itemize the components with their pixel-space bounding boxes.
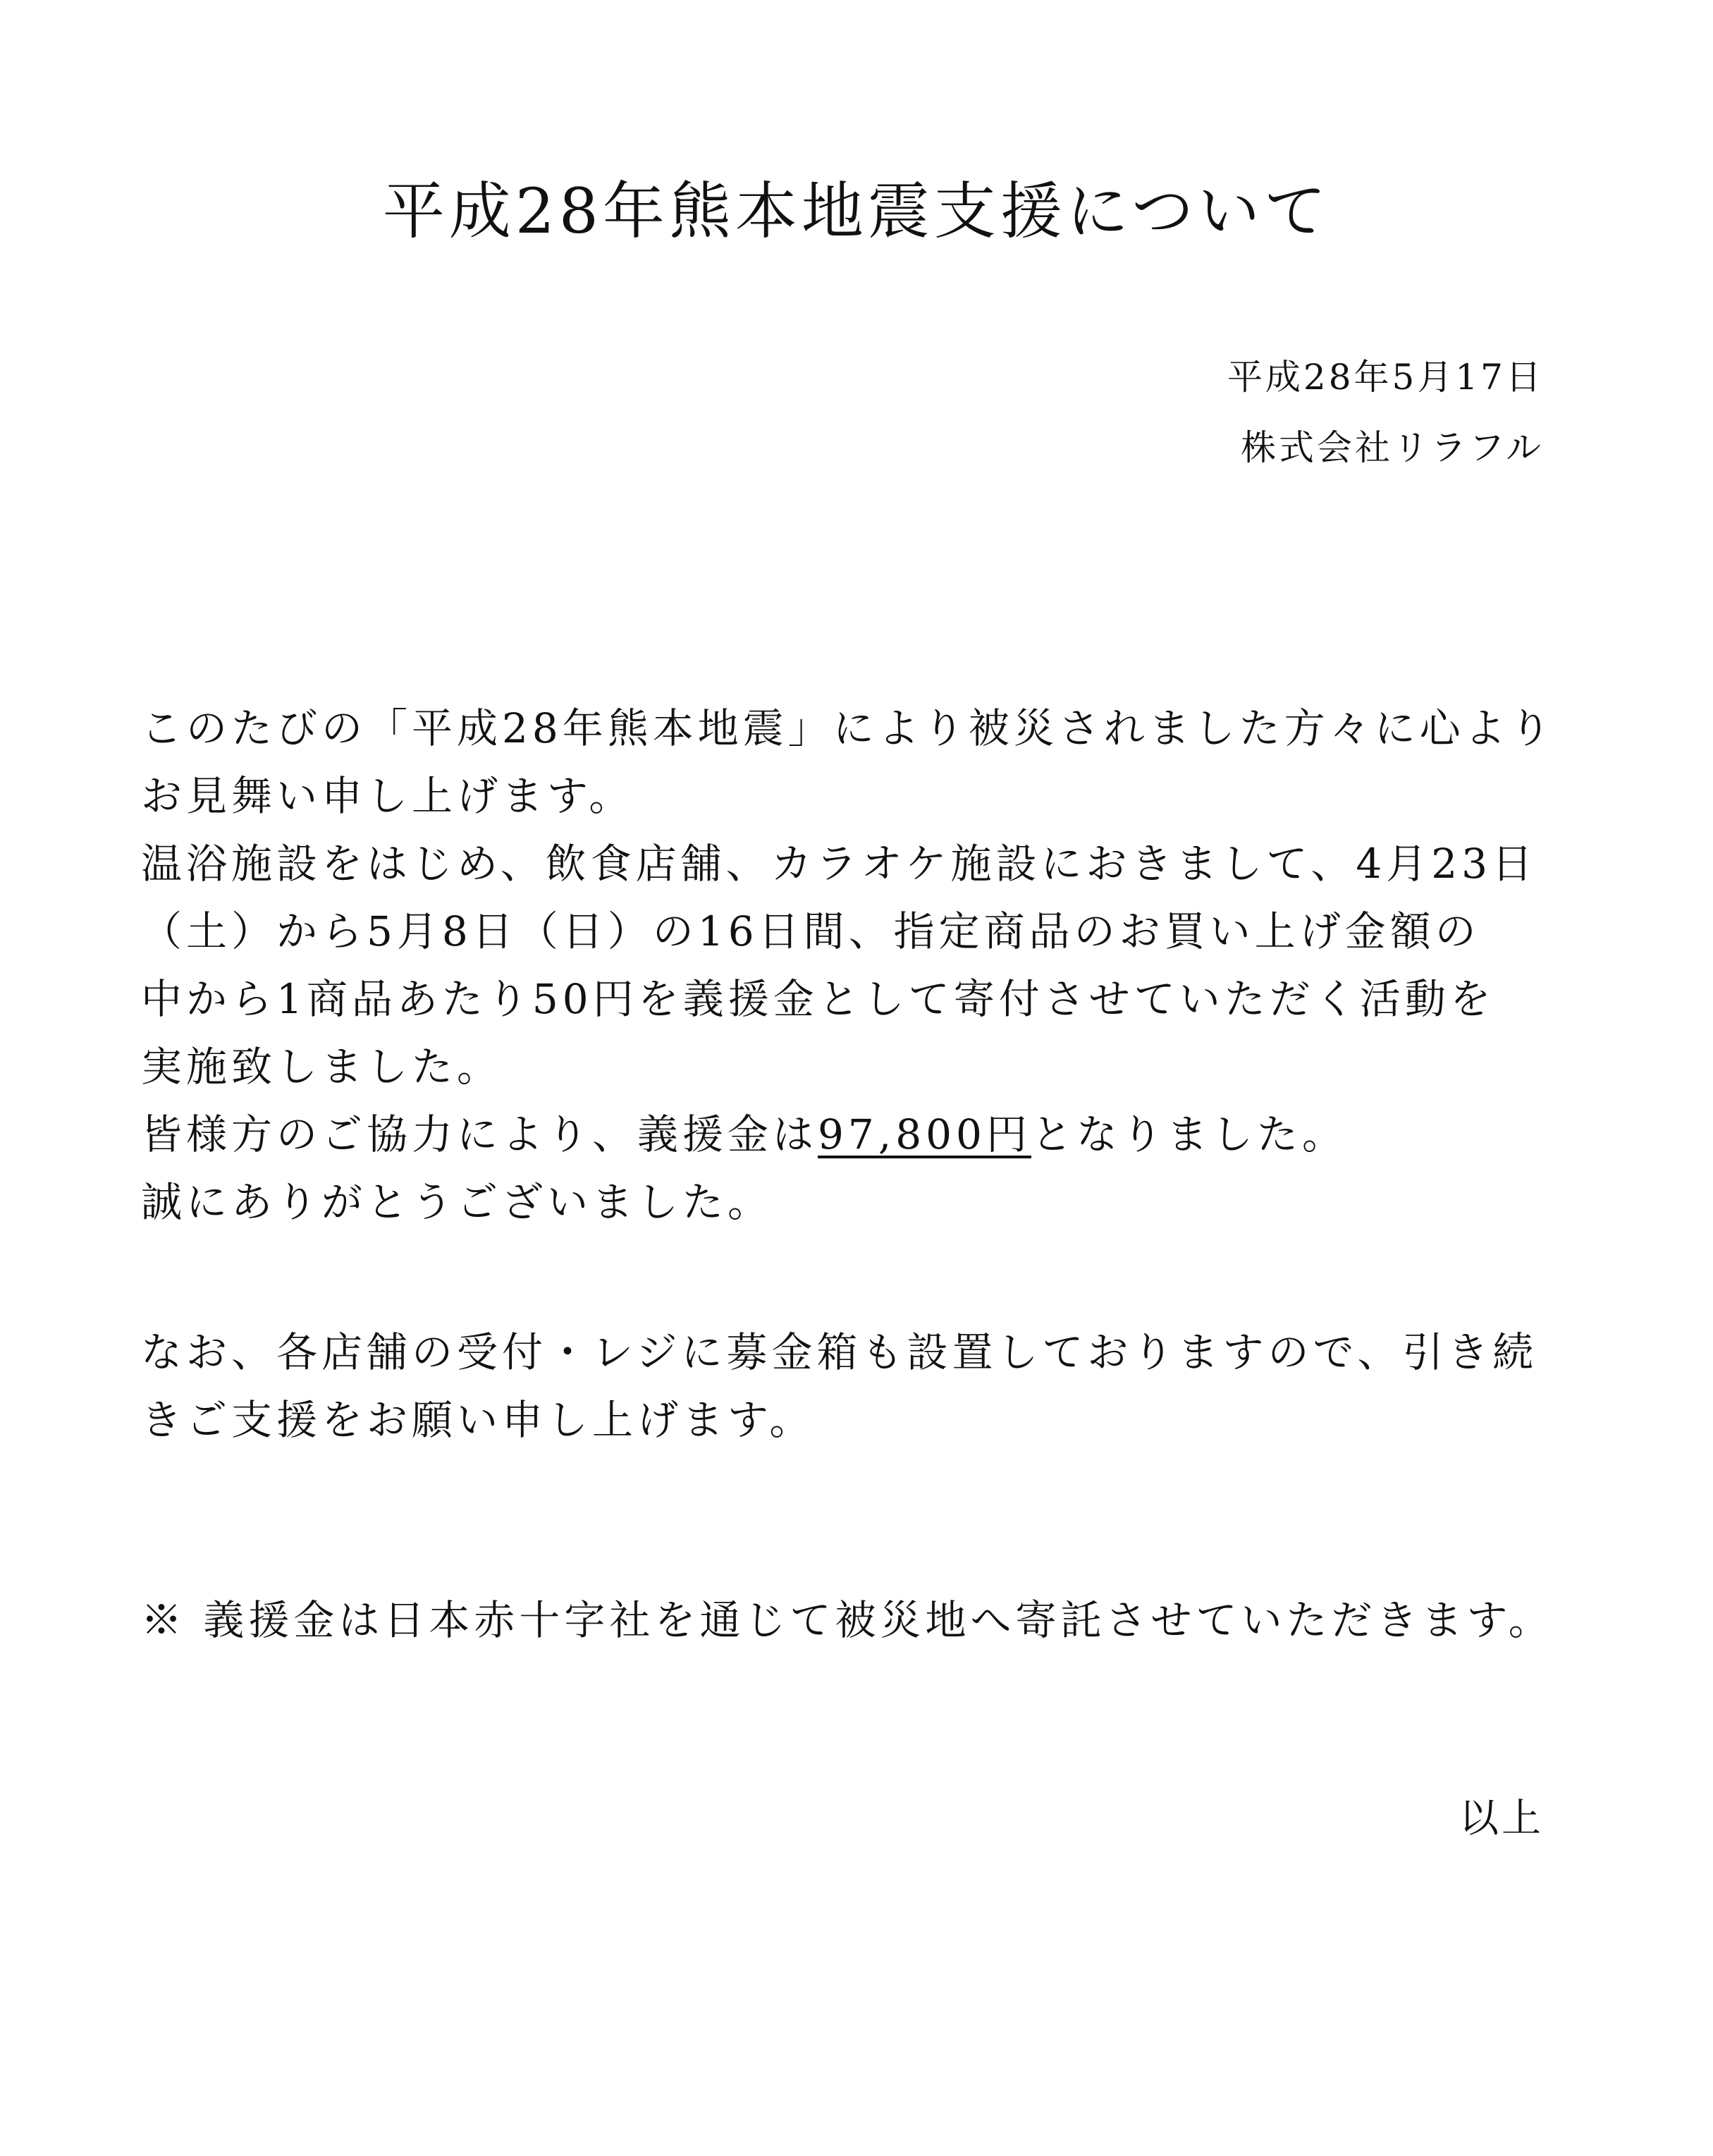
body-line: 中から1商品あたり50円を義援金として寄付させていただく活動を xyxy=(141,975,1495,1023)
body-line: （土）から5月8日（日）の16日間、指定商品のお買い上げ金額の xyxy=(141,907,1480,955)
company-name: 株式会社リラフル xyxy=(1241,427,1544,468)
donation-total-suffix: となりました。 xyxy=(1031,1110,1347,1158)
document-title: 平成28年熊本地震支援について xyxy=(382,175,1331,247)
body-line: なお、各店舗の受付・レジに募金箱も設置しておりますので、引き続 xyxy=(141,1328,1538,1376)
donation-total-prefix: 皆様方のご協力により、義援金は xyxy=(141,1110,818,1158)
red-cross-note xyxy=(141,1586,1554,1654)
main-message xyxy=(141,694,1555,1236)
body-line: きご支援をお願い申し上げます。 xyxy=(141,1396,815,1444)
donation-amount: 97,800円 xyxy=(818,1110,1031,1158)
body-line: お見舞い申し上げます。 xyxy=(141,772,634,820)
donation-box-notice xyxy=(141,1318,1551,1454)
note-line: ※ 義援金は日本赤十字社を通じて被災地へ寄託させていただきます。 xyxy=(141,1596,1554,1644)
body-line: 誠にありがとうございました。 xyxy=(141,1178,773,1226)
body-line: 実施致しました。 xyxy=(141,1043,503,1091)
body-line: 温浴施設をはじめ、飲食店舗、カラオケ施設におきまして、4月23日 xyxy=(141,840,1537,888)
closing-remark: 以上 xyxy=(1459,1796,1544,1842)
document-date: 平成28年5月17日 xyxy=(1227,357,1544,398)
donation-total-line xyxy=(141,1101,1551,1168)
body-line: このたびの「平成28年熊本地震」により被災されました方々に心より xyxy=(141,704,1555,752)
